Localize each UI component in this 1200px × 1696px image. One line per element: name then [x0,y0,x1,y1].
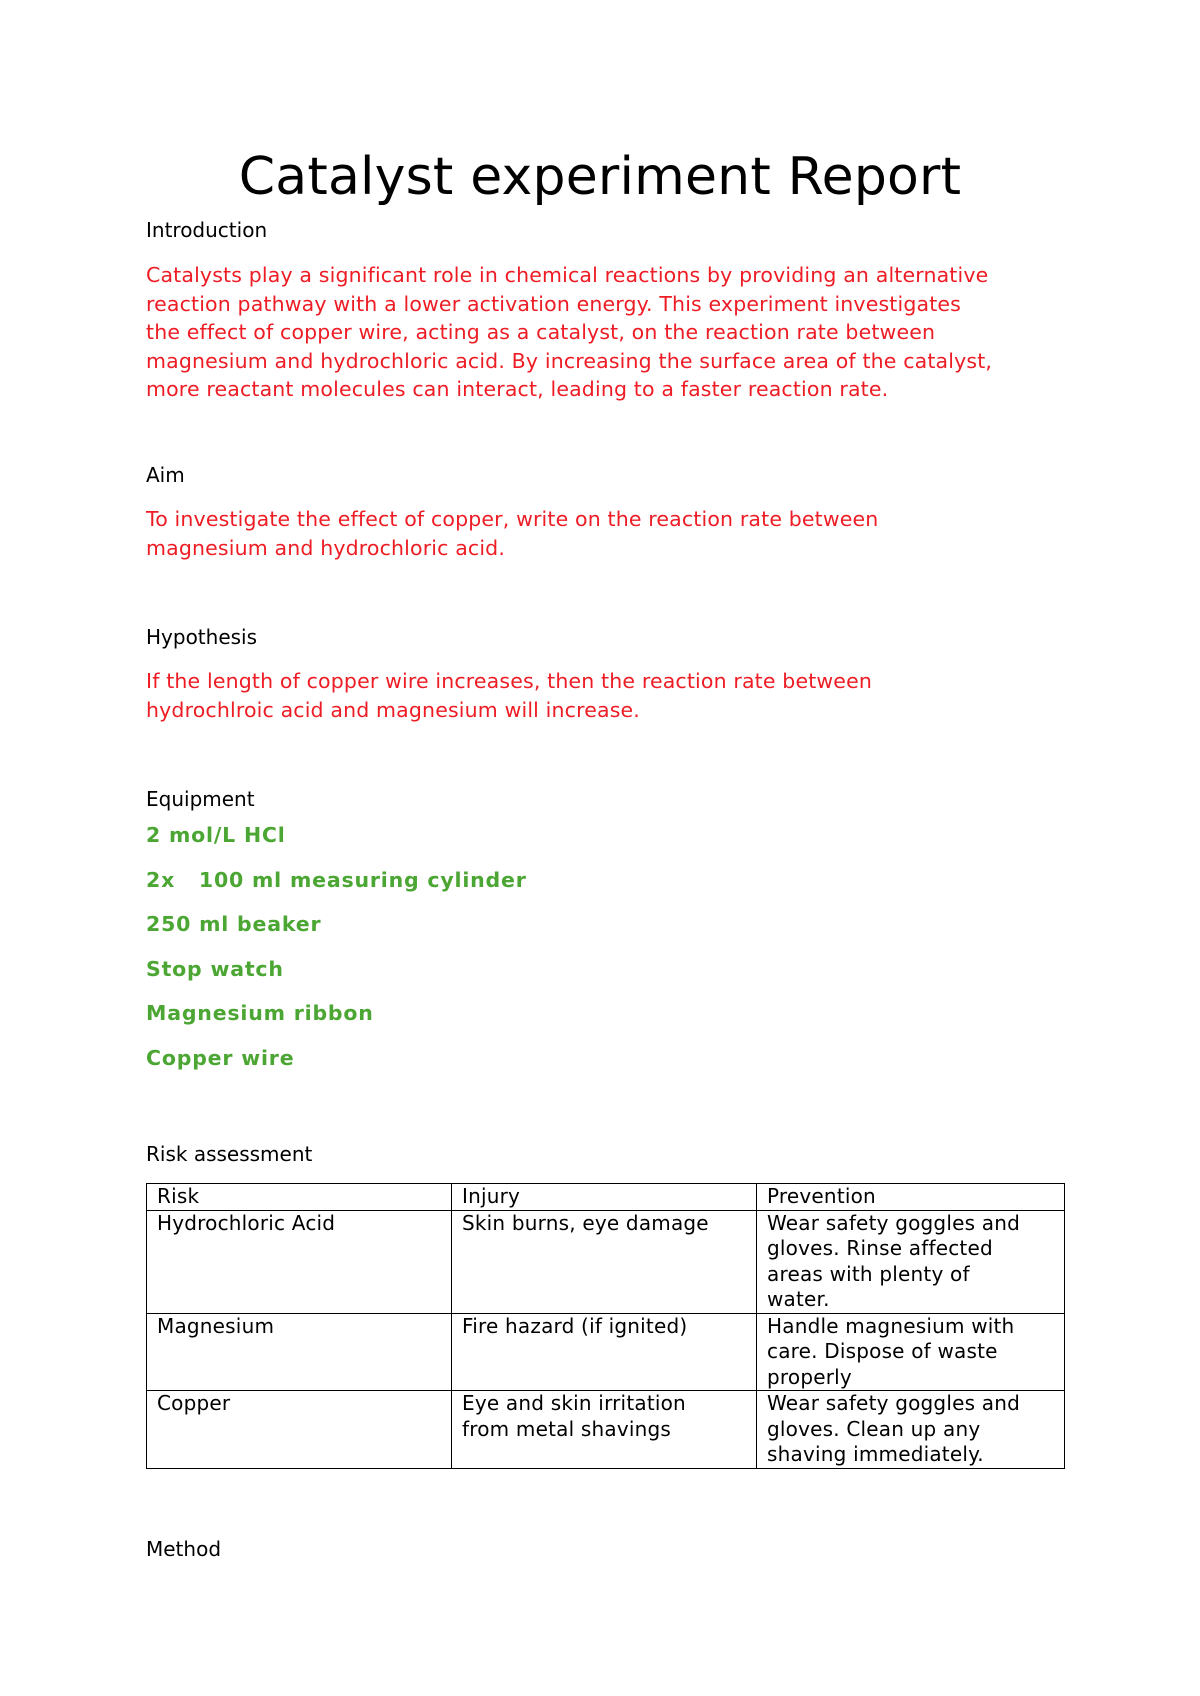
introduction-heading: Introduction [146,218,268,242]
hypothesis-paragraph [146,667,1071,724]
injury-line: Eye and skin irritation [462,1391,686,1415]
equipment-item: Copper wire [146,1045,295,1070]
aim-paragraph [146,505,1071,562]
equipment-item: Magnesium ribbon [146,1001,374,1025]
risk-cell: Copper [147,1391,452,1469]
injury-cell [452,1391,757,1469]
table-header-row [147,1184,1065,1211]
hypothesis-heading: Hypothesis [146,625,258,649]
table-row [147,1313,1065,1391]
injury-cell: Fire hazard (if ignited) [452,1313,757,1391]
prevention-line: Wear safety goggles and [767,1210,1020,1235]
equipment-list [146,822,527,1089]
hypothesis-line: hydrochlroic acid and magnesium will increase. [146,697,640,722]
introduction-line: Catalysts play a significant role in chemical reactions by providing an alternative [146,263,989,287]
prevention-line: Wear safety goggles and [767,1391,1020,1415]
aim-heading: Aim [146,463,185,487]
equipment-heading: Equipment [146,787,255,811]
hypothesis-line: If the length of copper wire increases, then the reaction rate between [146,669,872,693]
table-header-cell: Prevention [757,1184,1065,1211]
prevention-line: shaving immediately. [767,1442,984,1466]
equipment-item: 2x 100 ml measuring cylinder [146,867,527,892]
prevention-cell [757,1210,1065,1313]
prevention-line: properly [767,1364,852,1389]
injury-line: from metal shavings [462,1416,672,1441]
introduction-line: reaction pathway with a lower activation energy. This experiment investigates [146,291,961,316]
introduction-line: more reactant molecules can interact, leading to a faster reaction rate. [146,377,889,401]
table-header-cell: Risk [147,1184,452,1211]
injury-cell: Skin burns, eye damage [452,1210,757,1313]
prevention-line: areas with plenty of [767,1261,970,1286]
risk-assessment-table [146,1183,1065,1469]
introduction-line: the effect of copper wire, acting as a catalyst, on the reaction rate between [146,320,936,344]
method-heading: Method [146,1537,222,1561]
aim-line: To investigate the effect of copper, write on the reaction rate between [146,507,879,531]
equipment-item: 250 ml beaker [146,912,322,936]
equipment-item: 2 mol/L HCl [146,823,286,847]
risk-cell: Magnesium [147,1313,452,1391]
risk-cell: Hydrochloric Acid [147,1210,452,1313]
prevention-cell [757,1391,1065,1469]
equipment-item: Stop watch [146,956,284,981]
table-header-cell: Injury [452,1184,757,1211]
introduction-line: magnesium and hydrochloric acid. By increasing the surface area of the catalyst, [146,348,993,373]
introduction-paragraph [146,261,1071,404]
prevention-line: Handle magnesium with [767,1313,1015,1338]
document-title: Catalyst experiment Report [238,147,962,207]
prevention-line: water. [767,1287,830,1311]
risk-assessment-heading: Risk assessment [146,1142,313,1166]
table-row [147,1391,1065,1469]
table-row [147,1210,1065,1313]
prevention-line: gloves. Clean up any [767,1416,981,1441]
prevention-cell [757,1313,1065,1391]
prevention-line: care. Dispose of waste [767,1339,998,1363]
aim-line: magnesium and hydrochloric acid. [146,535,506,560]
prevention-line: gloves. Rinse affected [767,1236,993,1260]
